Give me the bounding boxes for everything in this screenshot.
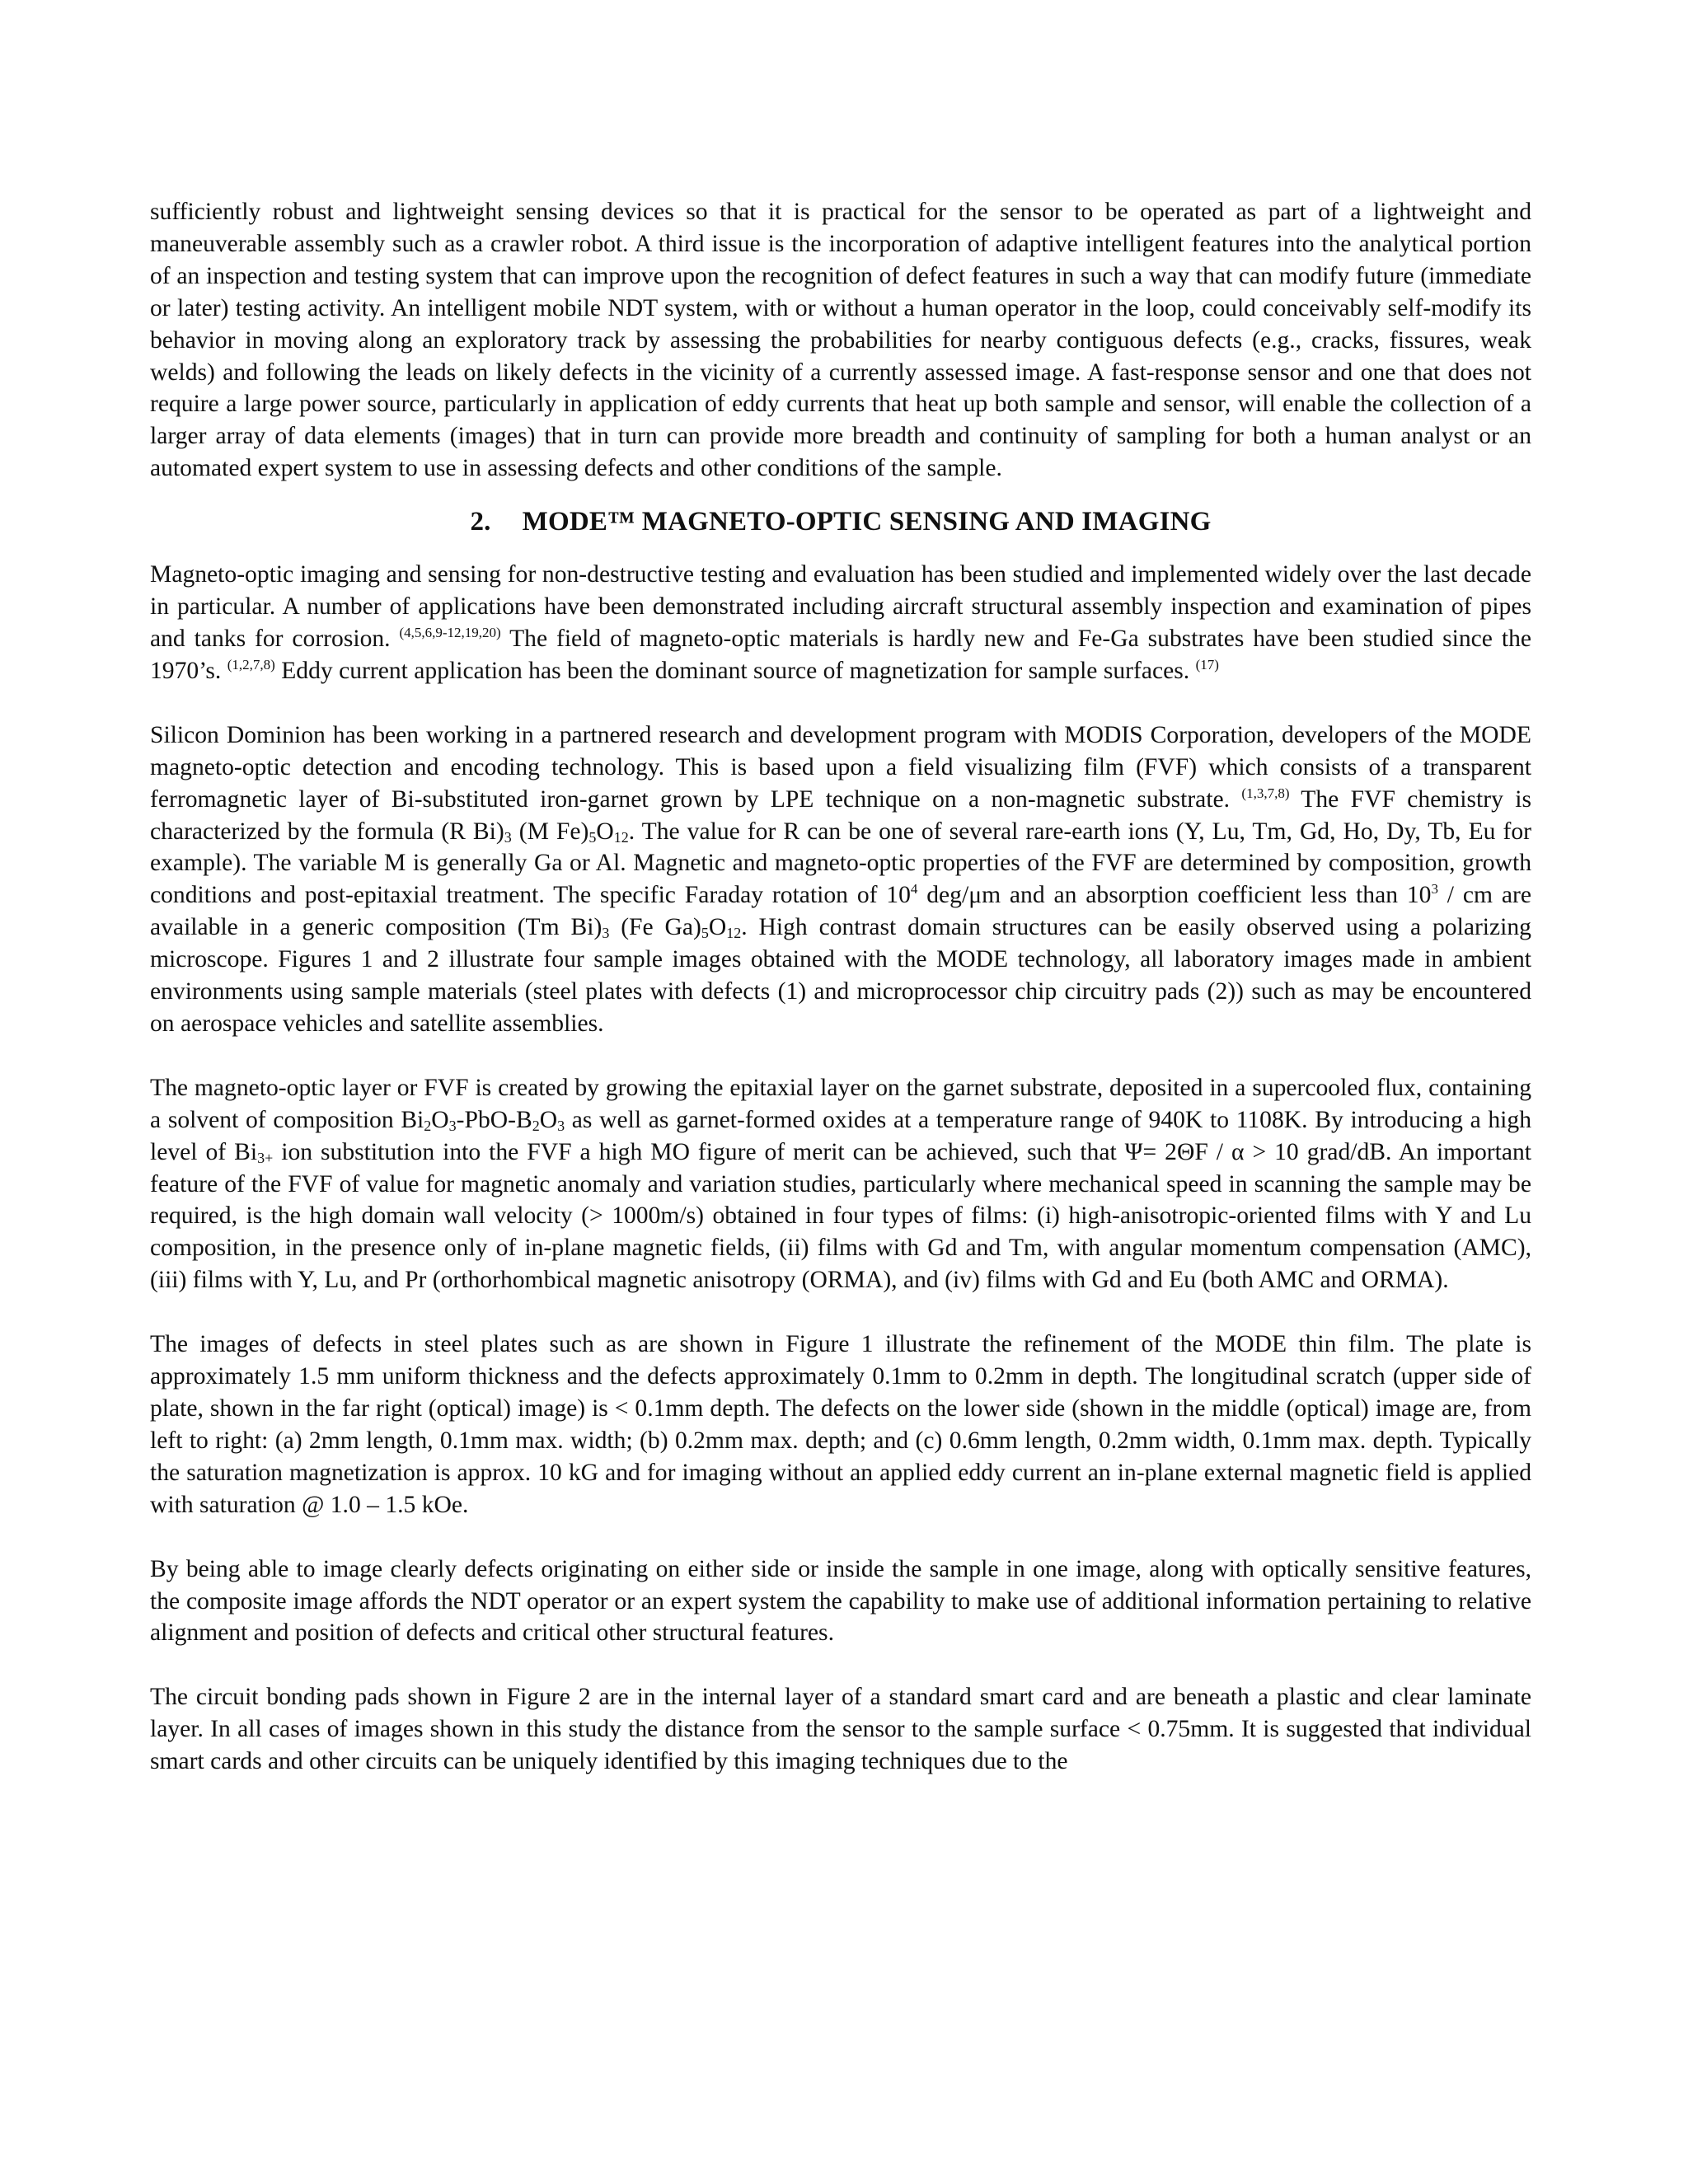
- paragraph-composite-image: By being able to image clearly defects originating on either side or inside the sample in one image, along with optically sensitive features, the composite image affords the NDT operator or an expert system the capability to make use of additional information pertaining to relative alignment and position of defects and critical other structural features.: [150, 1555, 1531, 1647]
- subscript: 3: [504, 828, 512, 846]
- paragraph-steel-plate-defects: The images of defects in steel plates such as are shown in Figure 1 illustrate the refinement of the MODE thin film. The plate is approximately 1.5 mm uniform thickness and the defects approximately 0.1mm to 0.2mm in depth. The longitudinal scratch (upper side of plate, shown in the far right (optical) image) is < 0.1mm depth. The defects on the lower side (shown in the middle (optical) image are, from left to right: (a) 2mm length, 0.1mm max. width; (b) 0.2mm max. depth; and (c) 0.6mm length, 0.2mm width, 0.1mm max. depth. Typically the saturation magnetization is approx. 10 kG and for imaging without an applied eddy current an in-plane external magnetic field is applied with saturation @ 1.0 – 1.5 kOe.: [150, 1331, 1531, 1518]
- document-page: [150, 196, 1531, 1778]
- citation: (4,5,6,9-12,19,20): [399, 624, 501, 640]
- subscript: 2: [532, 1117, 540, 1134]
- superscript: 4: [910, 881, 918, 898]
- subscript: 3: [602, 925, 610, 942]
- subscript: 3: [557, 1117, 565, 1134]
- subscript: 5: [588, 828, 597, 846]
- superscript: 3: [1431, 881, 1438, 898]
- text-run: O: [596, 818, 614, 845]
- paragraph-fvf-chemistry: [150, 719, 1531, 1040]
- paragraph-circuit-pads: The circuit bonding pads shown in Figure 2 are in the internal layer of a standard smart card and are beneath a plastic and clear laminate layer. In all cases of images shown in this study the distance from the sensor to the sample surface < 0.75mm. It is suggested that individual smart cards and other circuits can be uniquely identified by this imaging techniques due to the: [150, 1684, 1531, 1775]
- text-run: O: [431, 1106, 449, 1133]
- text-run: The magneto-optic layer or FVF is created by growing the epitaxial layer on the garnet substrate, deposited in a supercooled flux, containing a solvent of composition Bi: [150, 1074, 1531, 1133]
- subscript: 12: [613, 828, 629, 846]
- text-run: -PbO-B: [456, 1106, 532, 1133]
- text-run: Silicon Dominion has been working in a partnered research and development program with MODIS Corporation, developers of the MODE magneto-optic detection and encoding technology. This is based upon a field visualizing film (FVF) which consists of a transparent ferromagnetic layer of Bi-substituted iron-garnet grown by LPE technique on a non-magnetic substrate.: [150, 721, 1531, 813]
- subscript: 2: [424, 1117, 432, 1134]
- text-run: Eddy current application has been the dominant source of magnetization for sample surfaces.: [274, 657, 1190, 684]
- subscript: 12: [726, 925, 742, 942]
- text-run: ion substitution into the FVF a high MO figure of merit can be achieved, such that Ψ= 2ΘF / α > 10 grad/dB. An important feature of the FVF of value for magnetic anomaly and variation studies, particularly where mechanical speed in scanning the sample may be required, is the high domain wall velocity (> 1000m/s) obtained in four types of films: (i) high-anisotropic-oriented films with Y and Lu composition, in the presence only of in-plane magnetic fields, (ii) films with Gd and Tm, with angular momentum compensation (AMC), (iii) films with Y, Lu, and Pr (orthorhombical magnetic anisotropy (ORMA), and (iv) films with Gd and Eu (both AMC and ORMA).: [150, 1138, 1532, 1294]
- subscript: 5: [701, 925, 709, 942]
- section-title: MODE™ MAGNETO-OPTIC SENSING AND IMAGING: [522, 507, 1212, 537]
- text-run: (M Fe): [511, 818, 589, 845]
- section-number: 2.: [470, 507, 491, 537]
- text-run: O: [708, 914, 727, 941]
- text-run: O: [539, 1106, 558, 1133]
- intro-paragraph: sufficiently robust and lightweight sensing devices so that it is practical for the sensor to be operated as part of a lightweight and maneuverable assembly such as a crawler robot. A third issue is the incorporation of adaptive intelligent features into the analytical portion of an inspection and testing system that can improve upon the recognition of defect features in such a way that can modify future (immediate or later) testing activity. An intelligent mobile NDT system, with or without a human operator in the loop, could conceivably self-modify its behavior in moving along an exploratory track by assessing the probabilities for nearby contiguous defects (e.g., cracks, fissures, weak welds) and following the leads on likely defects in the vicinity of a currently assessed image. A fast-response sensor and one that does not require a large power source, particularly in application of eddy currents that heat up both sample and sensor, will enable the collection of a larger array of data elements (images) that in turn can provide more breadth and continuity of sampling for both a human analyst or an automated expert system to use in assessing defects and other conditions of the sample.: [150, 199, 1531, 482]
- text-run: . High contrast domain structures can be easily observed using a polarizing microscope. Figures 1 and 2 illustrate four sample images obtained with the MODE technology, all laboratory images made in ambient environments using sample materials (steel plates with defects (1) and microprocessor chip circuitry pads (2)) such as may be encountered on aerospace vehicles and satellite assemblies.: [150, 914, 1531, 1037]
- subscript: 3+: [257, 1149, 274, 1166]
- citation: (1,3,7,8): [1241, 785, 1290, 801]
- subscript: 3: [448, 1117, 457, 1134]
- text-run: Magneto-optic imaging and sensing for non-destructive testing and evaluation has been studied and implemented widely over the last decade in particular. A number of applications have been demonstrated including aircraft structural assembly inspection and examination of pipes and tanks for corrosion.: [150, 561, 1531, 652]
- paragraph-fvf-growth: [150, 1072, 1531, 1296]
- text-run: The FVF chemistry is characterized by the formula (R Bi): [150, 785, 1531, 845]
- text-run: as well as garnet-formed oxides at a temperature range of 940K to 1108K. By introducing a high level of Bi: [150, 1106, 1531, 1165]
- text-run: deg/μm and an absorption coefficient less than 10: [917, 882, 1432, 909]
- text-run: The field of magneto-optic materials is hardly new and Fe-Ga substrates have been studied since the 1970’s.: [150, 625, 1531, 684]
- section-heading: [150, 504, 1531, 539]
- text-run: . The value for R can be one of several rare-earth ions (Y, Lu, Tm, Gd, Ho, Dy, Tb, Eu for example). The variable M is generally Ga or Al. Magnetic and magneto-optic properties of the FVF are determined by composition, growth conditions and post-epitaxial treatment. The specific Faraday rotation of 10: [150, 818, 1531, 909]
- citation: (17): [1195, 656, 1219, 673]
- citation: (1,2,7,8): [227, 656, 275, 673]
- text-run: / cm are available in a generic composition (Tm Bi): [150, 882, 1531, 941]
- text-run: (Fe Ga): [609, 914, 701, 941]
- paragraph-magneto-optic-history: [150, 559, 1531, 687]
